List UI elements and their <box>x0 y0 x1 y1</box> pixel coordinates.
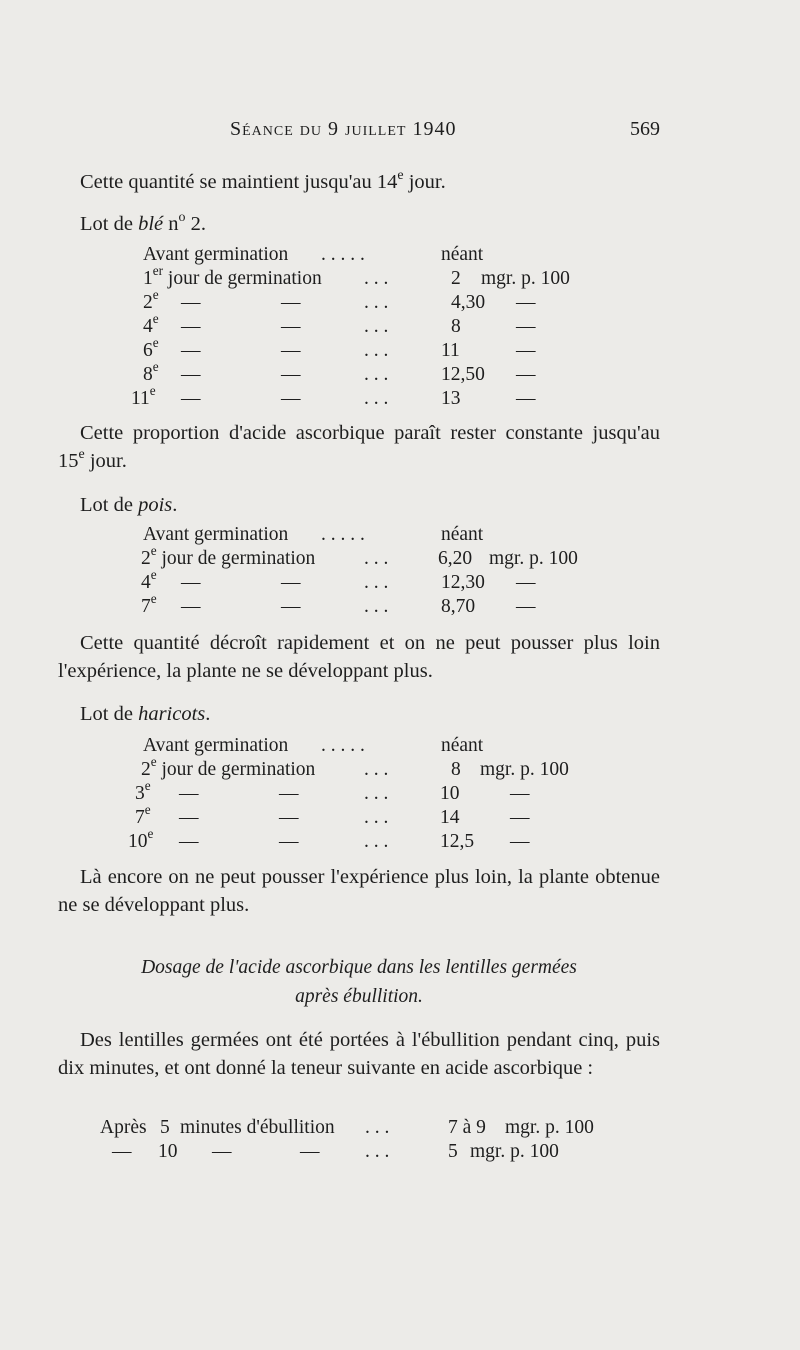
running-header <box>0 118 800 148</box>
lot-pois-label: Lot de pois. <box>80 494 178 516</box>
lot-ble-label: Lot de blé $n^o$ 2. <box>80 209 206 235</box>
section-heading-line2: après ébullition. <box>295 986 423 1007</box>
pois-conclusion: Cette quantité décroît rapidement et on ne peut pousser plus loin l'expérience, la plante ne se développant plus. <box>58 632 660 682</box>
running-title: Séance du 9 juillet 1940 <box>230 118 457 140</box>
lot-haricots-label: Lot de haricots. <box>80 703 211 725</box>
page-number: 569 <box>630 118 660 140</box>
haricots-conclusion: Là encore on ne peut pousser l'expérience plus loin, la plante obtenue ne se développant plus. <box>58 866 660 916</box>
ble-conclusion: Cette proportion d'acide ascorbique paraît rester constante jusqu'au 15e jour. <box>58 422 660 472</box>
section-heading-line1: Dosage de l'acide ascorbique dans les lentilles germées <box>141 957 577 978</box>
document-page: Séance du 9 juillet 1940 569 Cette quantité se maintient jusqu'au 14e jour. Lot de blé $n^o$ 2. Avant germination . . . . . néant 1er jour de germination . . . 2 mgr. p. 100 2e — — . . . 4,30 — 4e — — . . . 8 — 6e — — . . . 11 — 8e — — . . . 12,50 — 11e — — . . . 13 — Cette proportion d'acide ascorbique paraît rester constante jusqu'au 15e jour. Lot de pois. Avant germination . . . . . néant 2e jour de germination . . . 6,20 mgr. p. 100 4e — — . . . 12,30 — 7e — — . . . 8,70 — Cette quantité décroît rapidement et on ne peut pousser plus loin l'expérience, la plante ne se développant plus. Lot de haricots. Avant germination . . . . . néant 2e jour de germination . . . 8 mgr. p. 100 3e — — . . . 10 — 7e — — . . . 14 — 10e — — . . . 12,5 — Là encore on ne peut pousser l'expérience plus loin, la plante obtenue ne se développant plus. Dosage de l'acide ascorbique dans les lentilles germées après ébullition. Des lentilles germées ont été portées à l'ébullition pendant cinq, puis dix minutes, et ont donné la teneur suivante en acide ascorbique : Après 5 minutes d'ébullition . . . 7 à 9 mgr. p. 100 — 10 — — . . . 5 mgr. p. 100 <box>0 0 800 1350</box>
section-paragraph: Des lentilles germées ont été portées à l'ébullition pendant cinq, puis dix minutes, et ont donné la teneur suivante en acide ascorbique : <box>58 1029 660 1079</box>
intro-paragraph: Cette quantité se maintient jusqu'au 14e jour. <box>80 167 446 193</box>
